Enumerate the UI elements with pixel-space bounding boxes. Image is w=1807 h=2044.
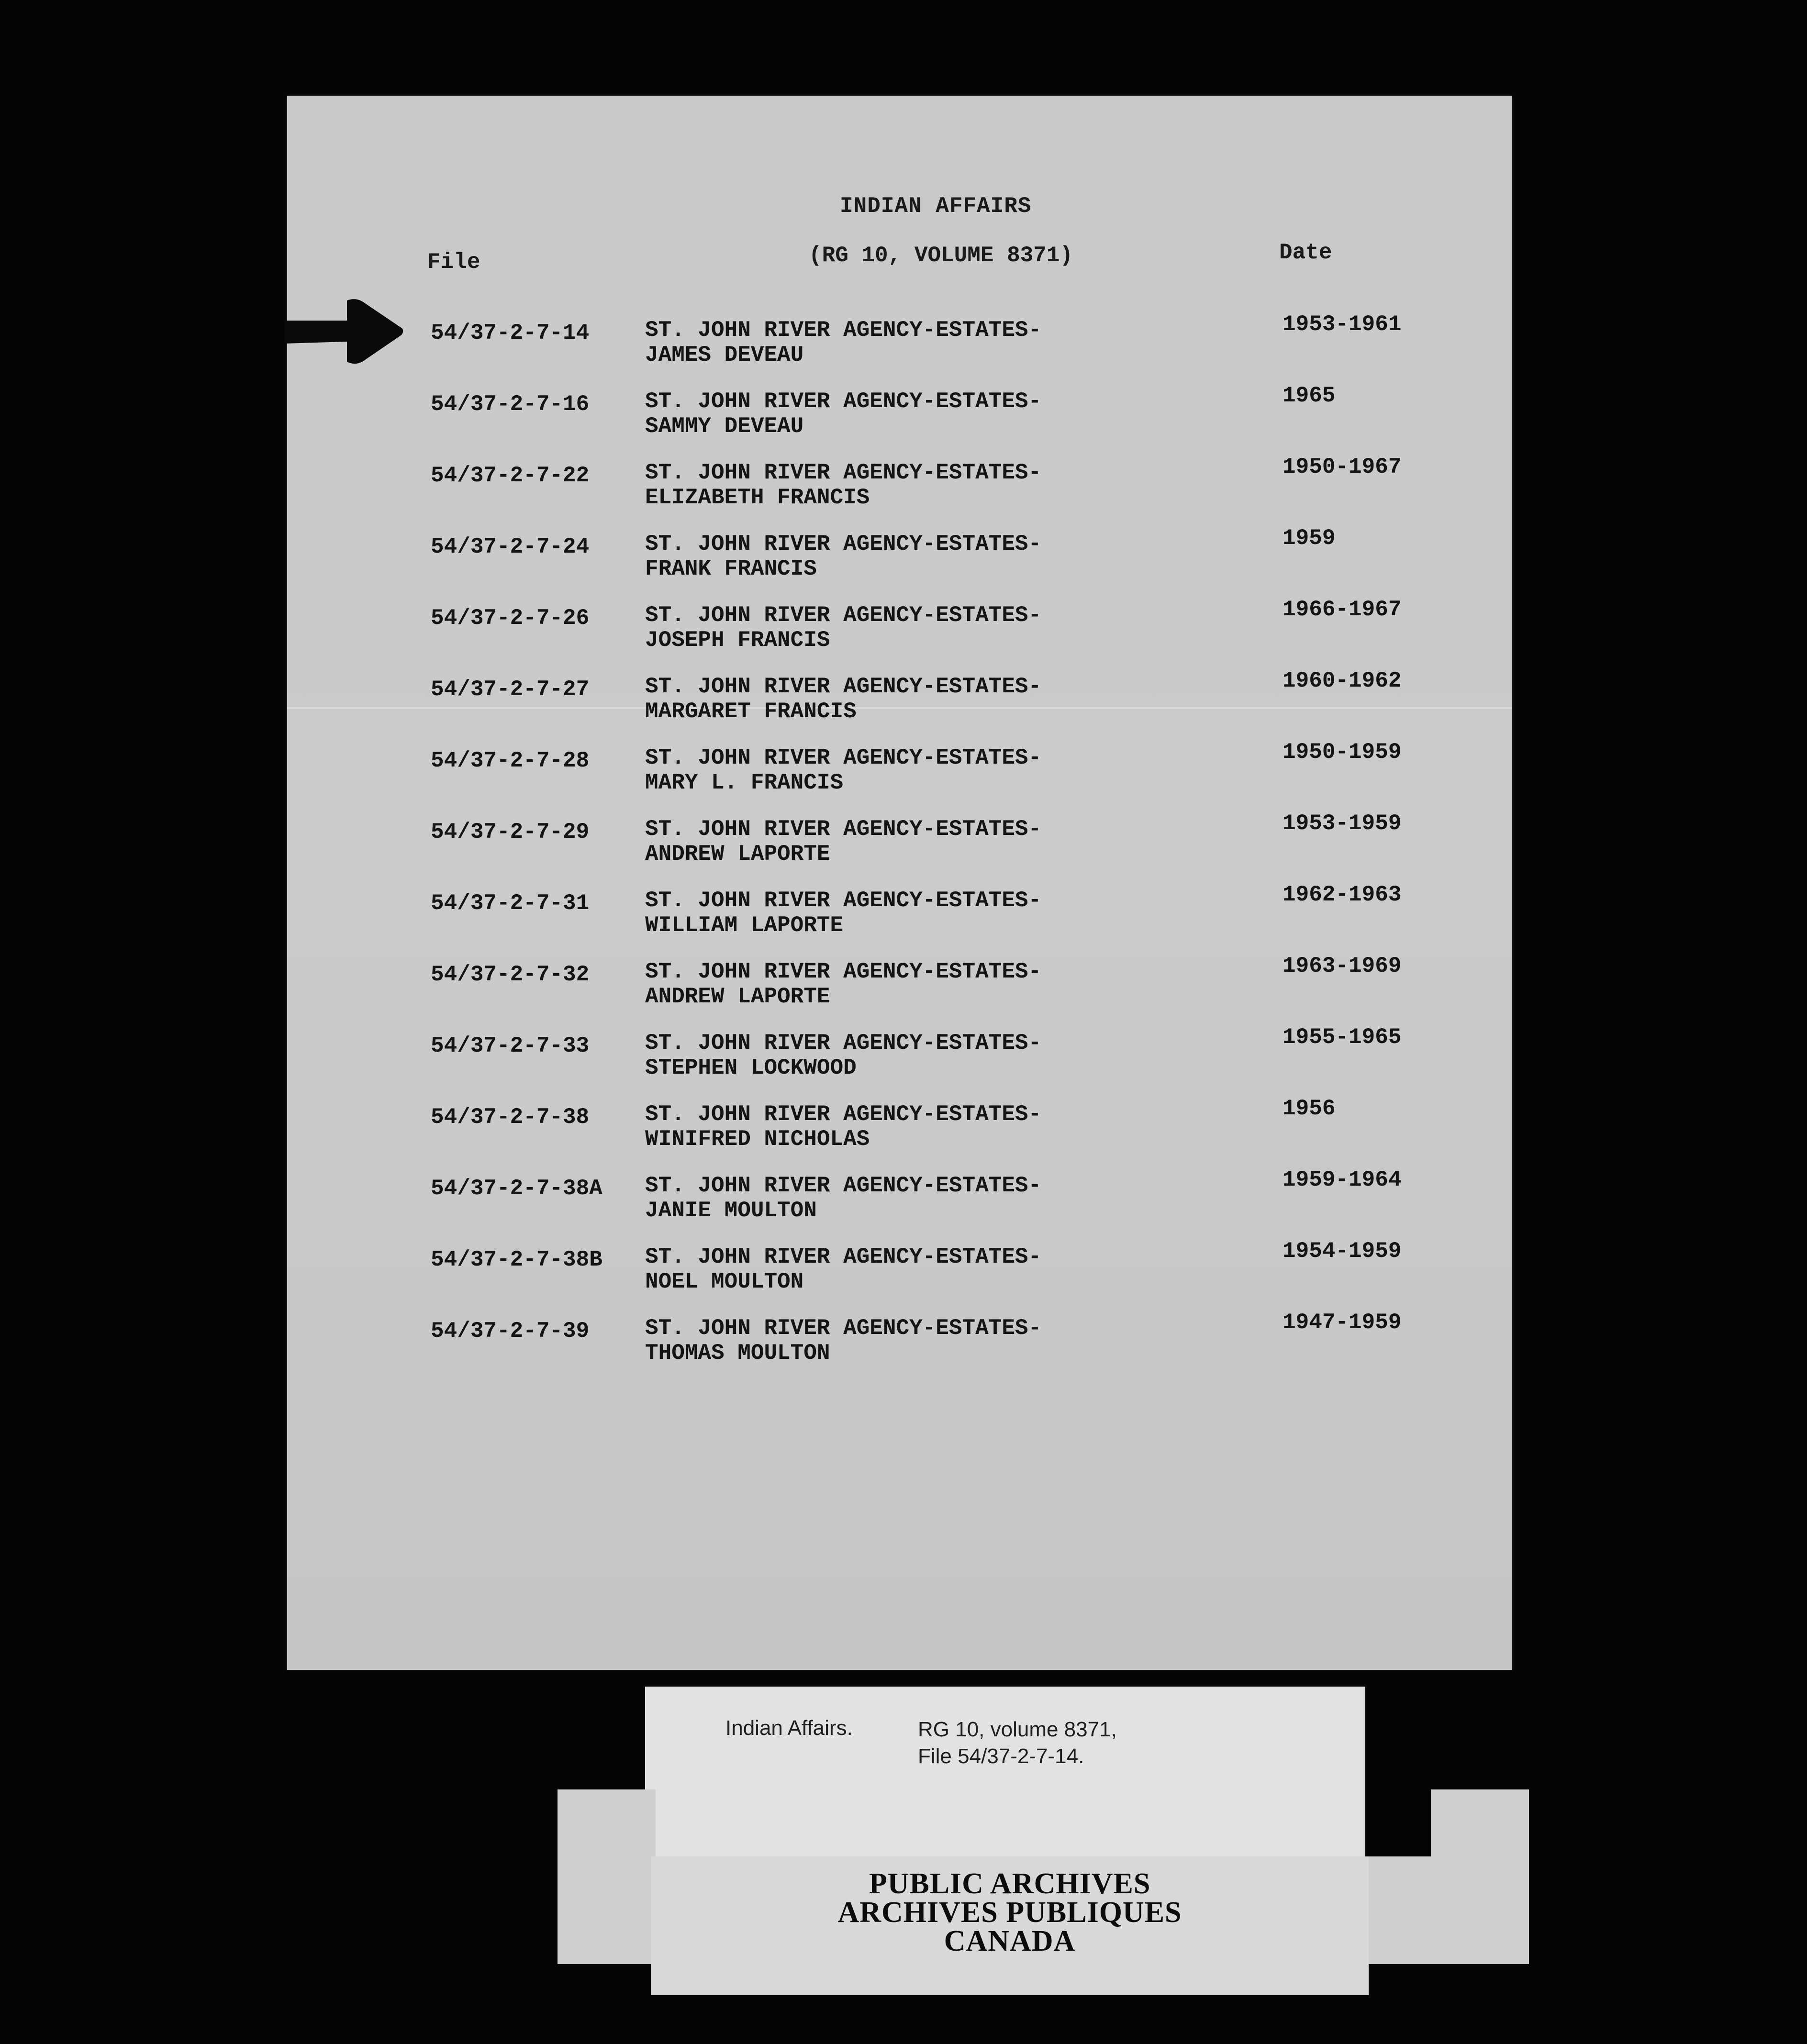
file-date: 1960-1962 xyxy=(1283,668,1402,693)
stamp-line-country: CANADA xyxy=(944,1925,1076,1957)
file-title-line1: ST. JOHN RIVER AGENCY-ESTATES- xyxy=(645,1316,1042,1341)
file-title-line2: THOMAS MOULTON xyxy=(645,1341,830,1366)
file-number: 54/37-2-7-38B xyxy=(431,1247,602,1272)
file-column-label: File xyxy=(427,250,480,275)
file-title-line1: ST. JOHN RIVER AGENCY-ESTATES- xyxy=(645,959,1042,984)
file-number: 54/37-2-7-32 xyxy=(431,962,590,987)
file-date: 1962-1963 xyxy=(1283,882,1402,907)
slip-reference xyxy=(918,1716,1117,1770)
file-title-line2: JANIE MOULTON xyxy=(645,1198,817,1223)
file-date: 1954-1959 xyxy=(1283,1239,1402,1264)
file-title-line1: ST. JOHN RIVER AGENCY-ESTATES- xyxy=(645,532,1042,556)
file-title xyxy=(645,389,1041,439)
file-date: 1953-1961 xyxy=(1283,312,1402,337)
file-title xyxy=(645,1173,1041,1223)
file-title-line2: SAMMY DEVEAU xyxy=(645,414,804,439)
file-date: 1966-1967 xyxy=(1283,597,1402,622)
list-item xyxy=(287,740,1512,801)
file-title xyxy=(645,888,1041,938)
list-item xyxy=(287,597,1512,658)
file-number: 54/37-2-7-26 xyxy=(431,606,590,631)
file-title-line2: JAMES DEVEAU xyxy=(645,343,804,367)
archives-stamp xyxy=(651,1856,1369,1995)
file-date: 1950-1959 xyxy=(1283,740,1402,765)
list-item xyxy=(287,811,1512,872)
slip-department: Indian Affairs. xyxy=(725,1716,853,1740)
pointer-arrow-icon xyxy=(285,297,404,368)
file-title-line2: ELIZABETH FRANCIS xyxy=(645,485,870,510)
file-title xyxy=(645,1102,1041,1152)
file-date: 1959-1964 xyxy=(1283,1167,1402,1192)
file-number: 54/37-2-7-22 xyxy=(431,463,590,488)
file-title-line2: MARGARET FRANCIS xyxy=(645,699,857,724)
file-title-line2: STEPHEN LOCKWOOD xyxy=(645,1055,857,1080)
file-title xyxy=(645,1316,1041,1366)
file-number: 54/37-2-7-39 xyxy=(431,1319,590,1344)
file-title-line2: WILLIAM LAPORTE xyxy=(645,913,844,938)
list-item xyxy=(287,1167,1512,1229)
stamp-line-french: ARCHIVES PUBLIQUES xyxy=(837,1896,1182,1929)
file-number: 54/37-2-7-16 xyxy=(431,392,590,417)
file-number: 54/37-2-7-31 xyxy=(431,891,590,916)
file-title-line1: ST. JOHN RIVER AGENCY-ESTATES- xyxy=(645,318,1042,343)
file-number: 54/37-2-7-29 xyxy=(431,820,590,844)
file-title-line2: FRANK FRANCIS xyxy=(645,556,817,581)
file-date: 1950-1967 xyxy=(1283,455,1402,479)
file-title xyxy=(645,603,1041,653)
file-number: 54/37-2-7-24 xyxy=(431,534,590,559)
file-number: 54/37-2-7-27 xyxy=(431,677,590,702)
file-title xyxy=(645,460,1041,510)
stamp-line-english: PUBLIC ARCHIVES xyxy=(869,1867,1151,1900)
date-column-label: Date xyxy=(1279,240,1332,265)
file-title xyxy=(645,745,1041,795)
file-date: 1953-1959 xyxy=(1283,811,1402,836)
list-item xyxy=(287,1239,1512,1300)
file-title-line2: MARY L. FRANCIS xyxy=(645,770,844,795)
file-title-line2: WINIFRED NICHOLAS xyxy=(645,1127,870,1152)
list-item xyxy=(287,882,1512,944)
file-title xyxy=(645,817,1041,866)
list-item xyxy=(287,954,1512,1015)
file-title xyxy=(645,532,1041,581)
file-title xyxy=(645,674,1041,724)
file-title-line1: ST. JOHN RIVER AGENCY-ESTATES- xyxy=(645,389,1042,414)
file-title xyxy=(645,318,1041,367)
file-title-line1: ST. JOHN RIVER AGENCY-ESTATES- xyxy=(645,745,1042,770)
file-title-line1: ST. JOHN RIVER AGENCY-ESTATES- xyxy=(645,460,1042,485)
file-title-line1: ST. JOHN RIVER AGENCY-ESTATES- xyxy=(645,1102,1042,1127)
slip-file: File 54/37-2-7-14. xyxy=(918,1744,1084,1768)
list-item xyxy=(287,383,1512,444)
slip-volume: RG 10, volume 8371, xyxy=(918,1718,1117,1741)
list-item xyxy=(287,1096,1512,1157)
list-item xyxy=(287,1310,1512,1371)
file-title-line2: ANDREW LAPORTE xyxy=(645,842,830,866)
file-number: 54/37-2-7-14 xyxy=(431,321,590,345)
file-title-line1: ST. JOHN RIVER AGENCY-ESTATES- xyxy=(645,817,1042,842)
file-date: 1963-1969 xyxy=(1283,954,1402,978)
file-date: 1965 xyxy=(1283,383,1336,408)
file-title-line1: ST. JOHN RIVER AGENCY-ESTATES- xyxy=(645,1173,1042,1198)
list-item xyxy=(287,1025,1512,1086)
file-title-line1: ST. JOHN RIVER AGENCY-ESTATES- xyxy=(645,603,1042,628)
file-title-line2: NOEL MOULTON xyxy=(645,1269,804,1294)
file-date: 1959 xyxy=(1283,526,1336,551)
file-title-line1: ST. JOHN RIVER AGENCY-ESTATES- xyxy=(645,1244,1042,1269)
file-title xyxy=(645,1244,1041,1294)
list-item xyxy=(287,312,1512,373)
volume-reference: (RG 10, VOLUME 8371) xyxy=(809,243,1073,268)
file-title-line2: ANDREW LAPORTE xyxy=(645,984,830,1009)
file-date: 1947-1959 xyxy=(1283,1310,1402,1335)
file-title-line1: ST. JOHN RIVER AGENCY-ESTATES- xyxy=(645,888,1042,913)
file-number: 54/37-2-7-33 xyxy=(431,1033,590,1058)
file-date: 1956 xyxy=(1283,1096,1336,1121)
list-item xyxy=(287,526,1512,587)
document-page xyxy=(287,96,1512,1670)
file-title-line2: JOSEPH FRANCIS xyxy=(645,628,830,653)
file-title-line1: ST. JOHN RIVER AGENCY-ESTATES- xyxy=(645,674,1042,699)
file-title xyxy=(645,1031,1041,1080)
file-date: 1955-1965 xyxy=(1283,1025,1402,1050)
file-title xyxy=(645,959,1041,1009)
file-title-line1: ST. JOHN RIVER AGENCY-ESTATES- xyxy=(645,1031,1042,1055)
file-number: 54/37-2-7-38A xyxy=(431,1176,602,1201)
list-item xyxy=(287,668,1512,730)
file-number: 54/37-2-7-28 xyxy=(431,748,590,773)
department-heading: INDIAN AFFAIRS xyxy=(840,194,1032,219)
file-number: 54/37-2-7-38 xyxy=(431,1105,590,1130)
list-item xyxy=(287,455,1512,516)
